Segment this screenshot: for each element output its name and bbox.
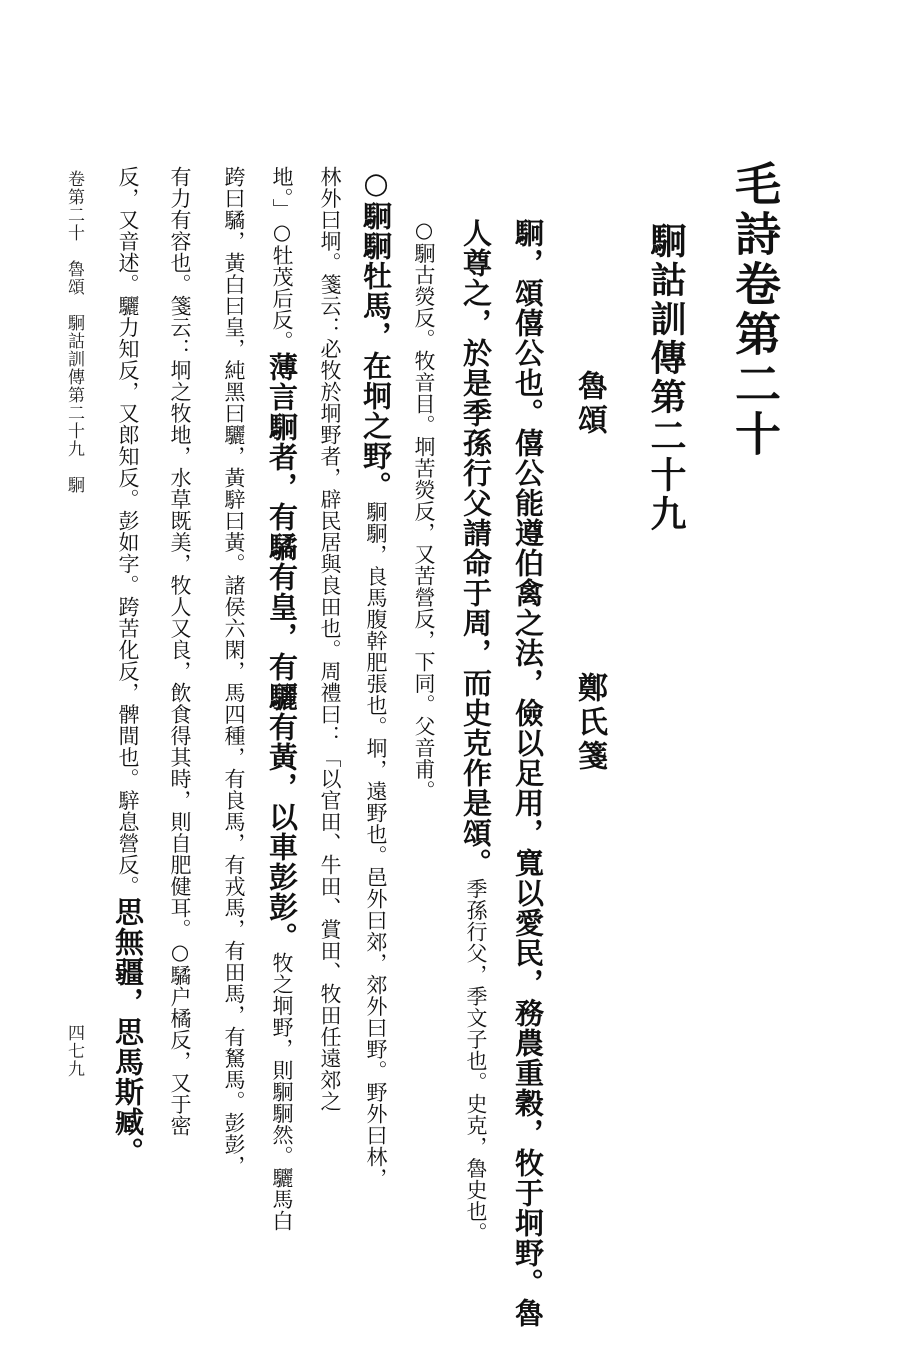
column-text: 駉，頌僖公也。僖公能遵伯禽之法，儉以足用，寬以愛民，務農重穀，牧于坰野。魯 xyxy=(511,218,545,1328)
text-column-3 xyxy=(413,218,434,802)
column-note: 牧之坰野，則駉駉然。驪馬白 xyxy=(270,952,294,1232)
column-note: 駉駉，良馬腹幹肥張也。坰，遠野也。邑外曰郊，郊外曰野。野外曰林， xyxy=(364,501,388,1189)
column-text: 林外曰坰。箋云：必牧於坰野者，辟民居與良田也。周禮曰：「以官田、牛田、賞田、牧田任遠郊之 xyxy=(318,166,342,1112)
section-label: 魯頌 xyxy=(572,370,607,438)
column-main: 薄言駉者，有驈有皇，有驪有黃，以車彭彭。 xyxy=(265,352,299,952)
column-main: 思無疆，思馬斯臧。 xyxy=(111,897,145,1167)
column-text: ○駉古熒反。牧音目。坰苦熒反，又苦營反，下同。父音甫。 xyxy=(412,218,436,802)
column-note: 季孫行父，季文子也。史克，魯史也。 xyxy=(464,878,488,1244)
text-column-4 xyxy=(359,166,393,1189)
column-text: 人尊之，於是季孫行父請命于周，而史克作是頌。 xyxy=(459,218,493,878)
text-column-9 xyxy=(111,166,145,1167)
column-text: 地。」○牡茂后反。 xyxy=(270,166,294,352)
column-text: 有力有容也。箋云：坰之牧地，水草既美，牧人又良，飲食得其時，則自肥健耳。○驈户橘反，又于密 xyxy=(168,166,192,1137)
text-column-6 xyxy=(265,166,299,1232)
column-text: ○駉駉牡馬，在坰之野。 xyxy=(359,166,393,501)
chapter-title: 駉詁訓傳第二十九 xyxy=(645,222,687,534)
page-number: 四七九 xyxy=(64,1024,84,1078)
volume-title: 毛詩卷第二十 xyxy=(728,160,782,460)
text-column-7 xyxy=(223,166,244,1177)
running-head: 卷第二十 魯頌 駉詁訓傳第二十九 駉 xyxy=(64,170,84,494)
text-column-2 xyxy=(459,218,493,1244)
column-text: 反，又音述。驪力知反，又郎知反。彭如字。跨苦化反，髀間也。騂息營反。 xyxy=(116,166,140,897)
text-column-1 xyxy=(511,218,545,1328)
text-column-8 xyxy=(169,166,190,1137)
text-column-5 xyxy=(319,166,340,1112)
column-text: 跨曰驈，黃白曰皇，純黑曰驪，黃騂曰黃。諸侯六閑，馬四種，有良馬，有戎馬，有田馬，有駑馬。彭彭， xyxy=(222,166,246,1177)
annotator-label: 鄭氏箋 xyxy=(572,672,607,774)
